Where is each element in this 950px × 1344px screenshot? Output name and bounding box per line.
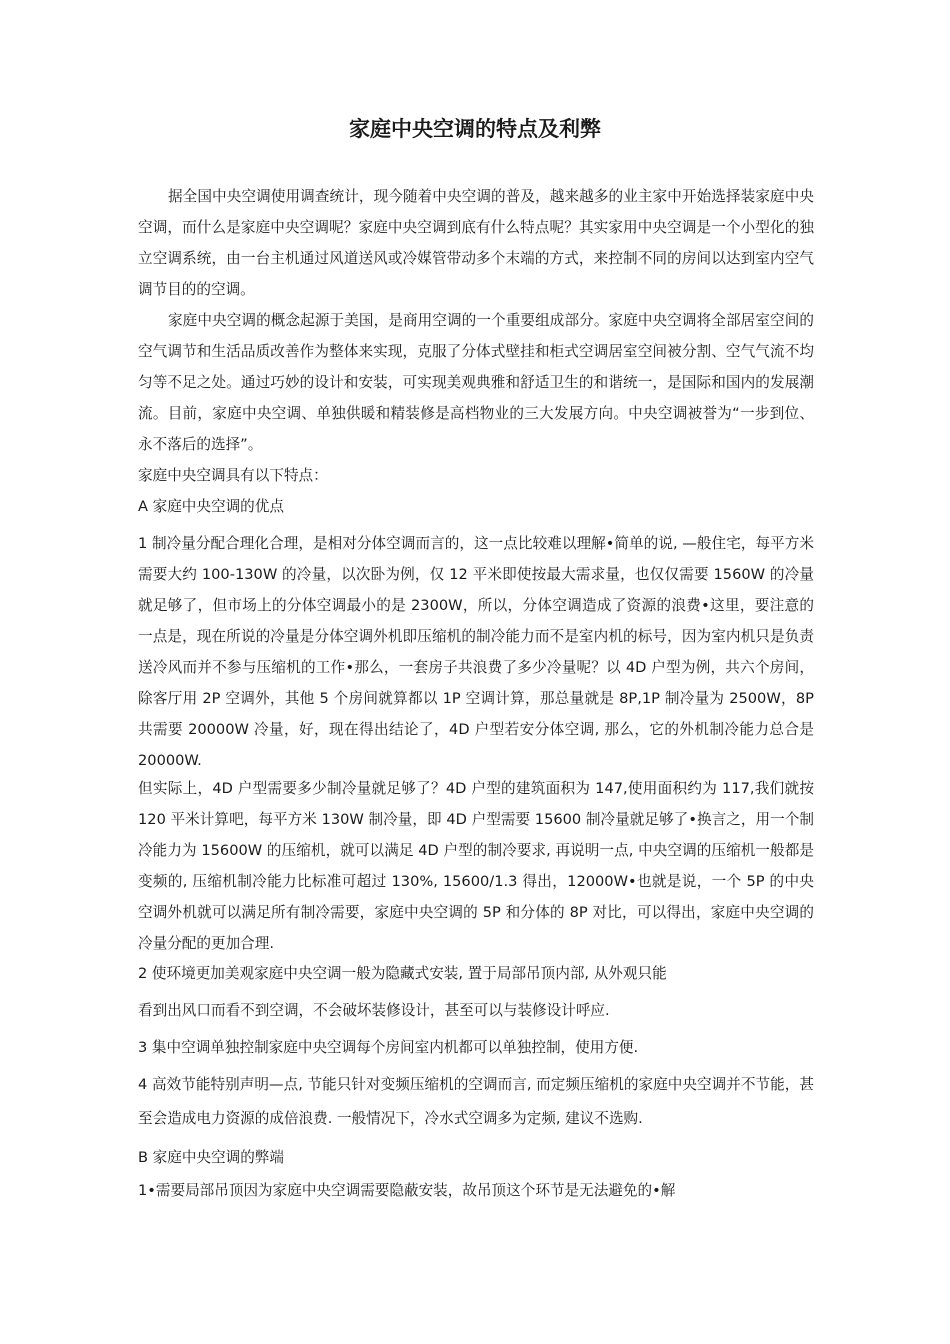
section-a-heading: A 家庭中央空调的优点 [138,498,284,515]
origin-paragraph: 家庭中央空调的概念起源于美国，是商用空调的一个重要组成部分。家庭中央空调将全部居室空间的空气调节和生活品质改善作为整体来实现，克服了分体式壁挂和柜式空调居室空间被分割、空气气流不均匀等不足之处。通过巧妙的设计和安装，可实现美观典雅和舒适卫生的和谐统一，是国际和国内的发展潮流。目前，家庭中央空调、单独供暖和精装修是高档物业的三大发展方向。中央空调被誉为“一步到位、永不落后的选择”。 [138,312,814,453]
document-title: 家庭中央空调的特点及利弊 [349,117,601,141]
point-4-paragraph: 4 高效节能特别声明—点, 节能只针对变频压缩机的空调而言, 而定频压缩机的家庭中央空调并不节能，甚至会造成电力资源的成倍浪费. 一般情况下，冷水式空调多为定频, 建议不选购. [138,1076,814,1127]
point-2-continued: 看到出风口而看不到空调，不会破坏装修设计，甚至可以与装修设计呼应. [138,1002,610,1019]
drawback-1-paragraph: 1•需要局部吊顶因为家庭中央空调需要隐蔽安装，故吊顶这个环节是无法避免的•解 [138,1182,676,1199]
point-1-paragraph: 1 制冷量分配合理化合理，是相对分体空调而言的，这一点比较难以理解•简单的说, —般住宅，每平方米需要大约 100-130W 的冷量，以次卧为例，仅 12 平米即使按最大需求量，也仅仅需要 1560W 的冷量就足够了，但市场上的分体空调最小的是 2300W，所以，分体空调造成了资源的浪费•这里，要注意的一点是，现在所说的冷量是分体空调外机即压缩机的制冷能力而不是室内机的标号，因为室内机只是负责送冷风而并不参与压缩机的工作•那么，一套房子共浪费了多少冷量呢？以 4D 户型为例，共六个房间，除客厅用 2P 空调外，其他 5 个房间就算都以 1P 空调计算，那总量就是 8P,1P 制冷量为 2500W，8P 共需要 20000W 冷量，好，现在得出结论了，4D 户型若安分体空调, 那么，它的外机制冷能力总合是 20000W. [138,535,814,769]
point-2-paragraph: 2 使环境更加美观家庭中央空调一般为隐藏式安装, 置于局部吊顶内部, 从外观只能 [138,965,667,982]
intro-paragraph: 据全国中央空调使用调查统计，现今随着中央空调的普及，越来越多的业主家中开始选择装家庭中央空调，而什么是家庭中央空调呢？家庭中央空调到底有什么特点呢？其实家用中央空调是一个小型化的独立空调系统，由一台主机通过风道送风或冷媒管带动多个末端的方式，来控制不同的房间以达到室内空气调节目的的空调。 [138,188,814,298]
section-b-heading: B 家庭中央空调的弊端 [138,1149,284,1166]
point-1-continued: 但实际上，4D 户型需要多少制冷量就足够了？4D 户型的建筑面积为 147,使用面积约为 117,我们就按 120 平米计算吧，每平方米 130W 制冷量，即 4D 户型需要 15600 制冷量就足够了•换言之，用一个制冷能力为 15600W 的压缩机，就可以满足 4D 户型的制冷要求, 再说明一点, 中央空调的压缩机一般都是变频的, 压缩机制冷能力比标准可超过 130%, 15600/1.3 得出，12000W•也就是说，一个 5P 的中央空调外机就可以满足所有制冷需要，家庭中央空调的 5P 和分体的 8P 对比，可以得出，家庭中央空调的冷量分配的更加合理. [138,780,814,952]
features-intro: 家庭中央空调具有以下特点： [138,467,328,484]
point-3-paragraph: 3 集中空调单独控制家庭中央空调每个房间室内机都可以单独控制，使用方便. [138,1039,639,1056]
